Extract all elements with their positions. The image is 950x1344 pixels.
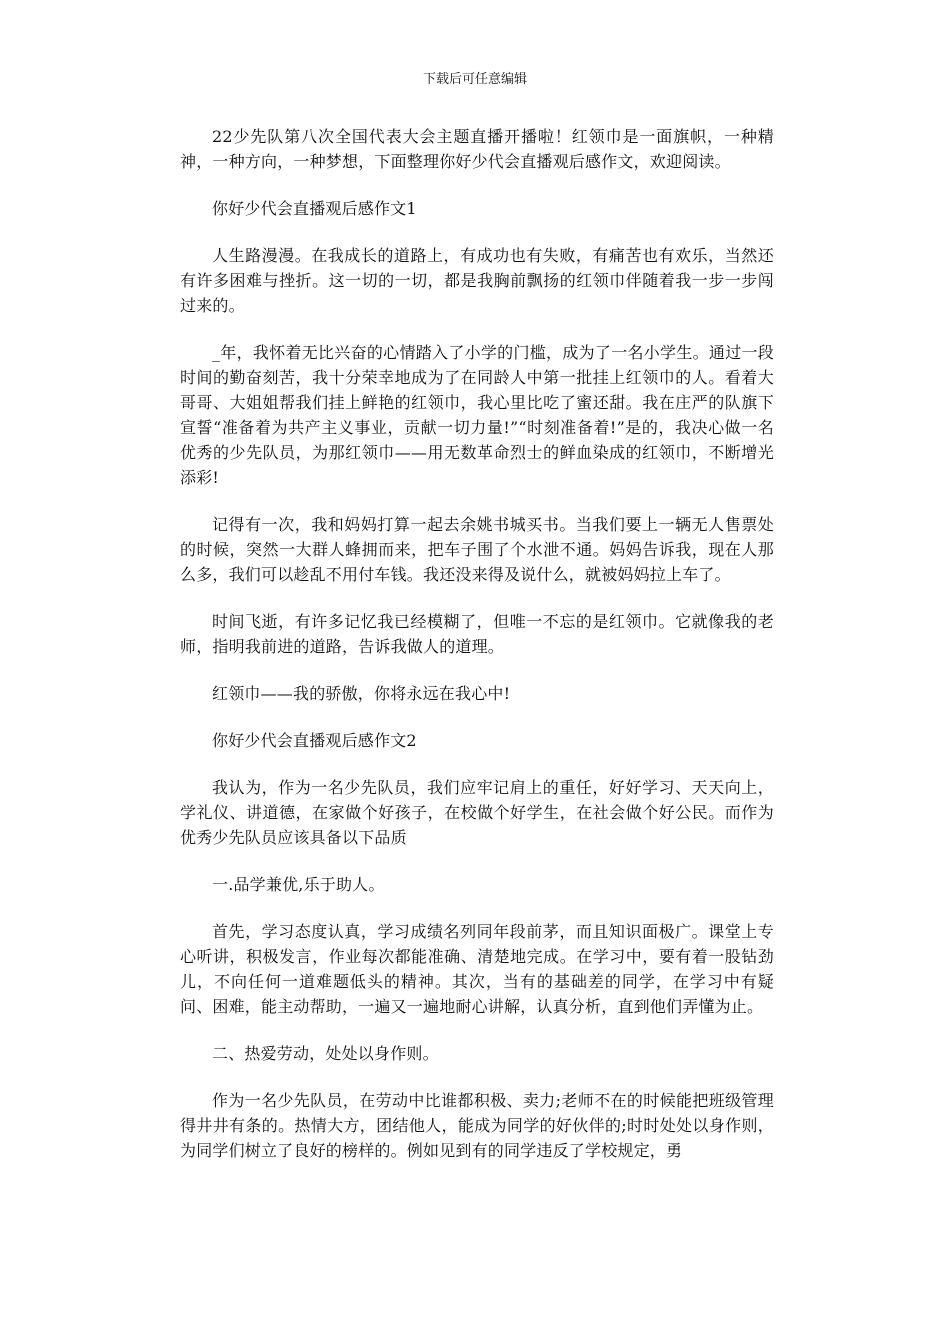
body-paragraph: 记得有一次，我和妈妈打算一起去余姚书城买书。当我们要上一辆无人售票处的时候，突然一大群人蜂拥而来，把车子围了个水泄不通。妈妈告诉我，现在人那么多，我们可以趁乱不用付车钱。我还没来得及说什么，就被妈妈拉上车了。 [180, 515, 774, 584]
body-paragraph: 作为一名少先队员，在劳动中比谁都积极、卖力;老师不在的时候能把班级管理得井井有条的。热情大方，团结他人，能成为同学的好伙伴的;时时处处以身作则，为同学们树立了良好的榜样的。例如见到有的同学违反了学校规定，勇 [180, 1091, 774, 1160]
intro-paragraph: 22少先队第八次全国代表大会主题直播开播啦！红领巾是一面旗帜，一种精神，一种方向，一种梦想，下面整理你好少代会直播观后感作文，欢迎阅读。 [180, 127, 774, 171]
section-heading: 一.品学兼优,乐于助人。 [212, 875, 385, 894]
body-paragraph: 我认为，作为一名少先队员，我们应牢记肩上的重任，好好学习、天天向上，学礼仪、讲道德，在家做个好孩子，在校做个好学生，在社会做个好公民。而作为优秀少先队员应该具备以下品质 [180, 778, 774, 847]
body-paragraph: 人生路漫漫。在我成长的道路上，有成功也有失败，有痛苦也有欢乐，当然还有许多困难与挫折。这一切的一切，都是我胸前飘扬的红领巾伴随着我一步一步闯过来的。 [180, 246, 774, 315]
body-paragraph: 时间飞逝，有许多记忆我已经模糊了，但唯一不忘的是红领巾。它就像我的老师，指明我前进的道路，告诉我做人的道理。 [180, 612, 774, 656]
page-header: 下载后可任意编辑 [422, 72, 527, 87]
essay-1-title: 你好少代会直播观后感作文1 [212, 199, 417, 218]
body-paragraph: _年，我怀着无比兴奋的心情踏入了小学的门槛，成为了一名小学生。通过一段时间的勤奋刻苦，我十分荣幸地成为了在同龄人中第一批挂上红领巾的人。看着大哥哥、大姐姐帮我们挂上鲜艳的红领巾，我心里比吃了蜜还甜。我在庄严的队旗下宣誓“准备着为共产主义事业，贡献一切力量!”“时刻准备着!”是的，我决心做一名优秀的少先队员，为那红领巾——用无数革命烈士的鲜血染成的红领巾，不断增光添彩! [180, 343, 774, 487]
section-heading: 二、热爱劳动，处处以身作则。 [212, 1044, 439, 1063]
body-paragraph: 红领巾——我的骄傲，你将永远在我心中! [212, 684, 511, 703]
essay-2-title: 你好少代会直播观后感作文2 [212, 731, 417, 750]
document-body [180, 124, 774, 1185]
body-paragraph: 首先，学习态度认真，学习成绩名列同年段前茅，而且知识面极广。课堂上专心听讲，积极发言，作业每次都能准确、清楚地完成。在学习中，要有着一股钻劲儿，不向任何一道难题低头的精神。其次，当有的基础差的同学，在学习中有疑问、困难，能主动帮助，一遍又一遍地耐心讲解，认真分析，直到他们弄懂为止。 [180, 922, 774, 1016]
